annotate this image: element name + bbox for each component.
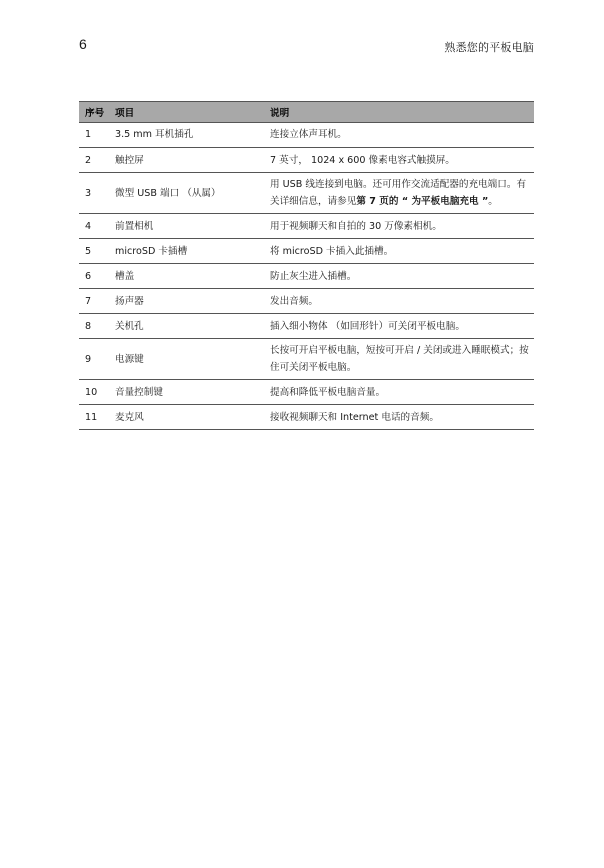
row-item: 电源键 [109,339,264,380]
row-number: 4 [79,214,109,239]
column-header-item: 项目 [109,102,264,123]
item-table [79,101,534,430]
table-row [79,339,534,380]
row-number: 2 [79,148,109,173]
table-row [79,405,534,430]
table-row [79,239,534,264]
table-row [79,289,534,314]
row-number: 5 [79,239,109,264]
row-number: 6 [79,264,109,289]
row-description: 防止灰尘进入插槽。 [264,264,534,289]
row-number: 7 [79,289,109,314]
column-header-number: 序号 [79,102,109,123]
table-row [79,314,534,339]
description-text: 用 USB 线连接到电脑。还可用作交流适配器的充电端口。有关详细信息，请参见 [270,179,527,207]
running-header-title: 熟悉您的平板电脑 [444,41,534,54]
table-row [79,148,534,173]
table-header-row [79,102,534,123]
row-number: 10 [79,380,109,405]
row-number: 11 [79,405,109,430]
row-item: 音量控制键 [109,380,264,405]
row-description: 7 英寸， 1024 x 600 像素电容式触摸屏。 [264,148,534,173]
description-text-end: 。 [488,196,498,207]
row-item: 扬声器 [109,289,264,314]
page-reference: 第 7 页的 “ 为平板电脑充电 ” [356,196,489,207]
row-description: 长按可开启平板电脑，短按可开启 / 关闭或进入睡眠模式；按住可关闭平板电脑。 [264,339,534,380]
row-item: 3.5 mm 耳机插孔 [109,123,264,148]
row-item: 触控屏 [109,148,264,173]
row-item: 微型 USB 端口 （从属） [109,173,264,214]
row-number: 8 [79,314,109,339]
row-number: 3 [79,173,109,214]
row-number: 1 [79,123,109,148]
table-row [79,264,534,289]
column-header-description: 说明 [264,102,534,123]
table-row [79,214,534,239]
row-item: 麦克风 [109,405,264,430]
row-description: 提高和降低平板电脑音量。 [264,380,534,405]
row-item: 关机孔 [109,314,264,339]
row-number: 9 [79,339,109,380]
row-description: 将 microSD 卡插入此插槽。 [264,239,534,264]
page-number: 6 [79,36,87,52]
row-description: 接收视频聊天和 Internet 电话的音频。 [264,405,534,430]
table-row [79,380,534,405]
row-description: 发出音频。 [264,289,534,314]
row-description: 插入细小物体 （如回形针）可关闭平板电脑。 [264,314,534,339]
table-row [79,123,534,148]
row-description: 用于视频聊天和自拍的 30 万像素相机。 [264,214,534,239]
table-row [79,173,534,214]
row-description: 连接立体声耳机。 [264,123,534,148]
row-item: 前置相机 [109,214,264,239]
row-item: 槽盖 [109,264,264,289]
row-description [264,173,534,214]
row-item: microSD 卡插槽 [109,239,264,264]
